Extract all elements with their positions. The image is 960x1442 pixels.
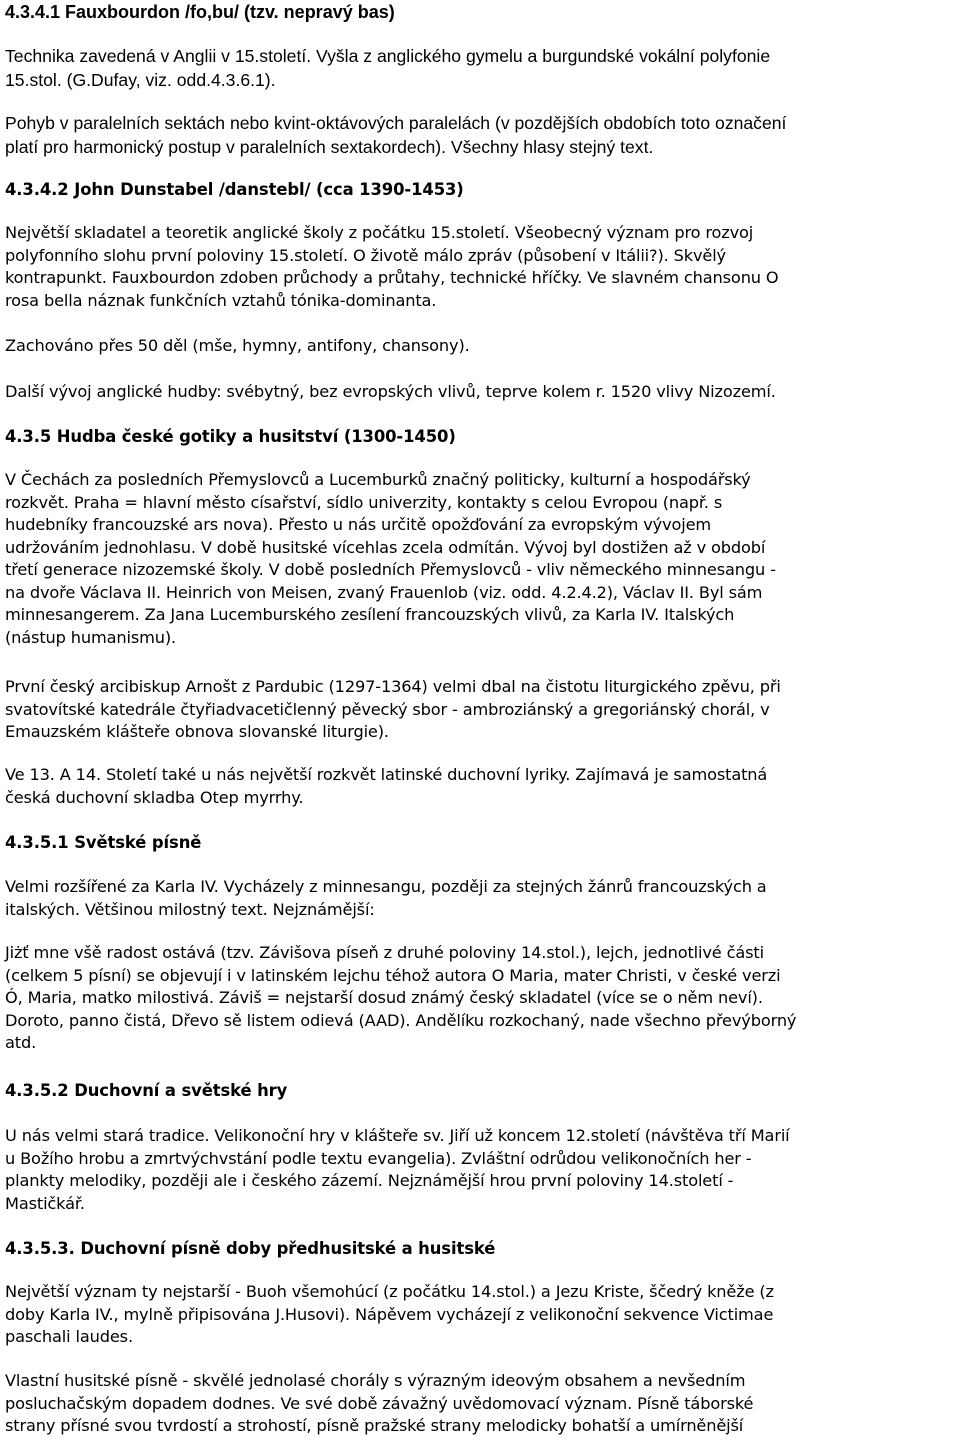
- paragraph-dunstabel-bio: Největší skladatel a teoretik anglické školy z počátku 15.století. Všeobecný význam pro rozvoj polyfonního slohu první poloviny 15.století. O životě málo zpráv (působení v Itálii?). Skvělý kontrapunkt. Fauxbourdon zdoben průchody a průtahy, technické hříčky. Ve slavném chansonu O rosa bella náznak funkčních vztahů tónika-dominanta.: [5, 223, 779, 310]
- heading-plays: 4.3.5.2 Duchovní a světské hry: [5, 1081, 288, 1100]
- paragraph-oldest-songs: Největší význam ty nejstarší - Buoh všemohúcí (z počátku 14.stol.) a Jezu Kriste, ščedrý kněže (z doby Karla IV., mylně připisována J.Husovi). Nápěvem vycházejí z velikonoční sekvence Victimae paschali laudes.: [5, 1282, 774, 1346]
- heading-dunstabel: 4.3.4.2 John Dunstabel /danstebl/ (cca 1390-1453): [5, 180, 464, 199]
- paragraph-hussite-songs: Vlastní husitské písně - skvělé jednolasé chorály s výrazným ideovým obsahem a nevšedním posluchačským dopadem dodnes. Ve své době závažný uvědomovací význam. Písně táborské strany přísné svou tvrdostí a strohostí, písně pražské strany melodicky bohatší a umírněnější: [5, 1371, 754, 1435]
- paragraph-plays: U nás velmi stará tradice. Velikonoční hry v klášteře sv. Jiří už koncem 12.století (návštěva tří Marií u Božího hrobu a zmrtvýchvstání podle textu evangelia). Zvláštní odrůdou velikonočních her - plankty melodiky, později ale i českého zázemí. Nejznámější hrou první poloviny 14.století - Mastičkář.: [5, 1126, 790, 1213]
- heading-fauxbourdon: 4.3.4.1 Fauxbourdon /fo,bu/ (tzv. nepravý bas): [5, 2, 395, 22]
- paragraph-czech-history: V Čechách za posledních Přemyslovců a Lucemburků značný politicky, kulturní a hospodářský rozkvět. Praha = hlavní město císařství, sídlo univerzity, kontakty s celou Evropou (např. s hudebníky francouzské ars nova). Přesto u nás určitě opožďování za evropským vývojem udržováním jednohlasu. V době husitské vícehlas zcela odmítán. Vývoj byl dostižen až v období třetí generace nizozemské školy. V době posledních Přemyslovců - vliv německého minnesangu - na dvoře Václava II. Heinrich von Meisen, zvaný Frauenlob (viz. odd. 4.2.4.2), Václav II. Byl sám minnesangerem. Za Jana Lucemburského zesílení francouzských vlivů, za Karla IV. Italských (nástup humanismu).: [5, 470, 776, 647]
- paragraph-dunstabel-works: Zachováno přes 50 děl (mše, hymny, antifony, chansony).: [5, 336, 470, 355]
- paragraph-secular-intro: Velmi rozšířené za Karla IV. Vycházely z minnesangu, později za stejných žánrů francouzských a italských. Většinou milostný text. Nejznámější:: [5, 877, 767, 919]
- heading-czech-gothic: 4.3.5 Hudba české gotiky a husitství (1300-1450): [5, 427, 456, 446]
- paragraph-arnost: První český arcibiskup Arnošt z Pardubic (1297-1364) velmi dbal na čistotu liturgického zpěvu, při svatovítské katedrále čtyřiadvacetičlenný pěvecký sbor - ambroziánský a gregoriánský chorál, v Emauzském klášteře obnova slovanské liturgie).: [5, 677, 781, 741]
- paragraph-fauxbourdon-motion: Pohyb v paralelních sektách nebo kvint-oktávových paralelách (v pozdějších obdobích toto označení platí pro harmonický postup v paralelních sextakordech). Všechny hlasy stejný text.: [5, 113, 787, 157]
- paragraph-english-music: Další vývoj anglické hudby: svébytný, bez evropských vlivů, teprve kolem r. 1520 vlivy Nizozemí.: [5, 382, 776, 401]
- paragraph-latin-lyrics: Ve 13. A 14. Století také u nás největší rozkvět latinské duchovní lyriky. Zajímavá je samostatná česká duchovní skladba Otep myrrhy.: [5, 765, 768, 807]
- heading-sacred-songs: 4.3.5.3. Duchovní písně doby předhusitské a husitské: [5, 1239, 496, 1258]
- heading-secular-songs: 4.3.5.1 Světské písně: [5, 833, 202, 852]
- paragraph-zavis-song: Jiżť mne všě radost ostává (tzv. Závišova píseň z druhé poloviny 14.stol.), lejch, jednotlivé části (celkem 5 písní) se objevují i v latinském lejchu téhož autora O Maria, mater Christi, v české verzi Ó, Maria, matko milostivá. Záviš = nejstarší dosud známý český skladatel (více se o něm neví). Doroto, panno čistá, Dřevo sě listem odievá (AAD). Andělíku rozkochaný, nade všechno převýborný atd.: [5, 943, 797, 1052]
- paragraph-fauxbourdon-origin: Technika zavedená v Anglii v 15.století. Vyšla z anglického gymelu a burgundské vokální polyfonie 15.stol. (G.Dufay, viz. odd.4.3.6.1).: [5, 46, 771, 90]
